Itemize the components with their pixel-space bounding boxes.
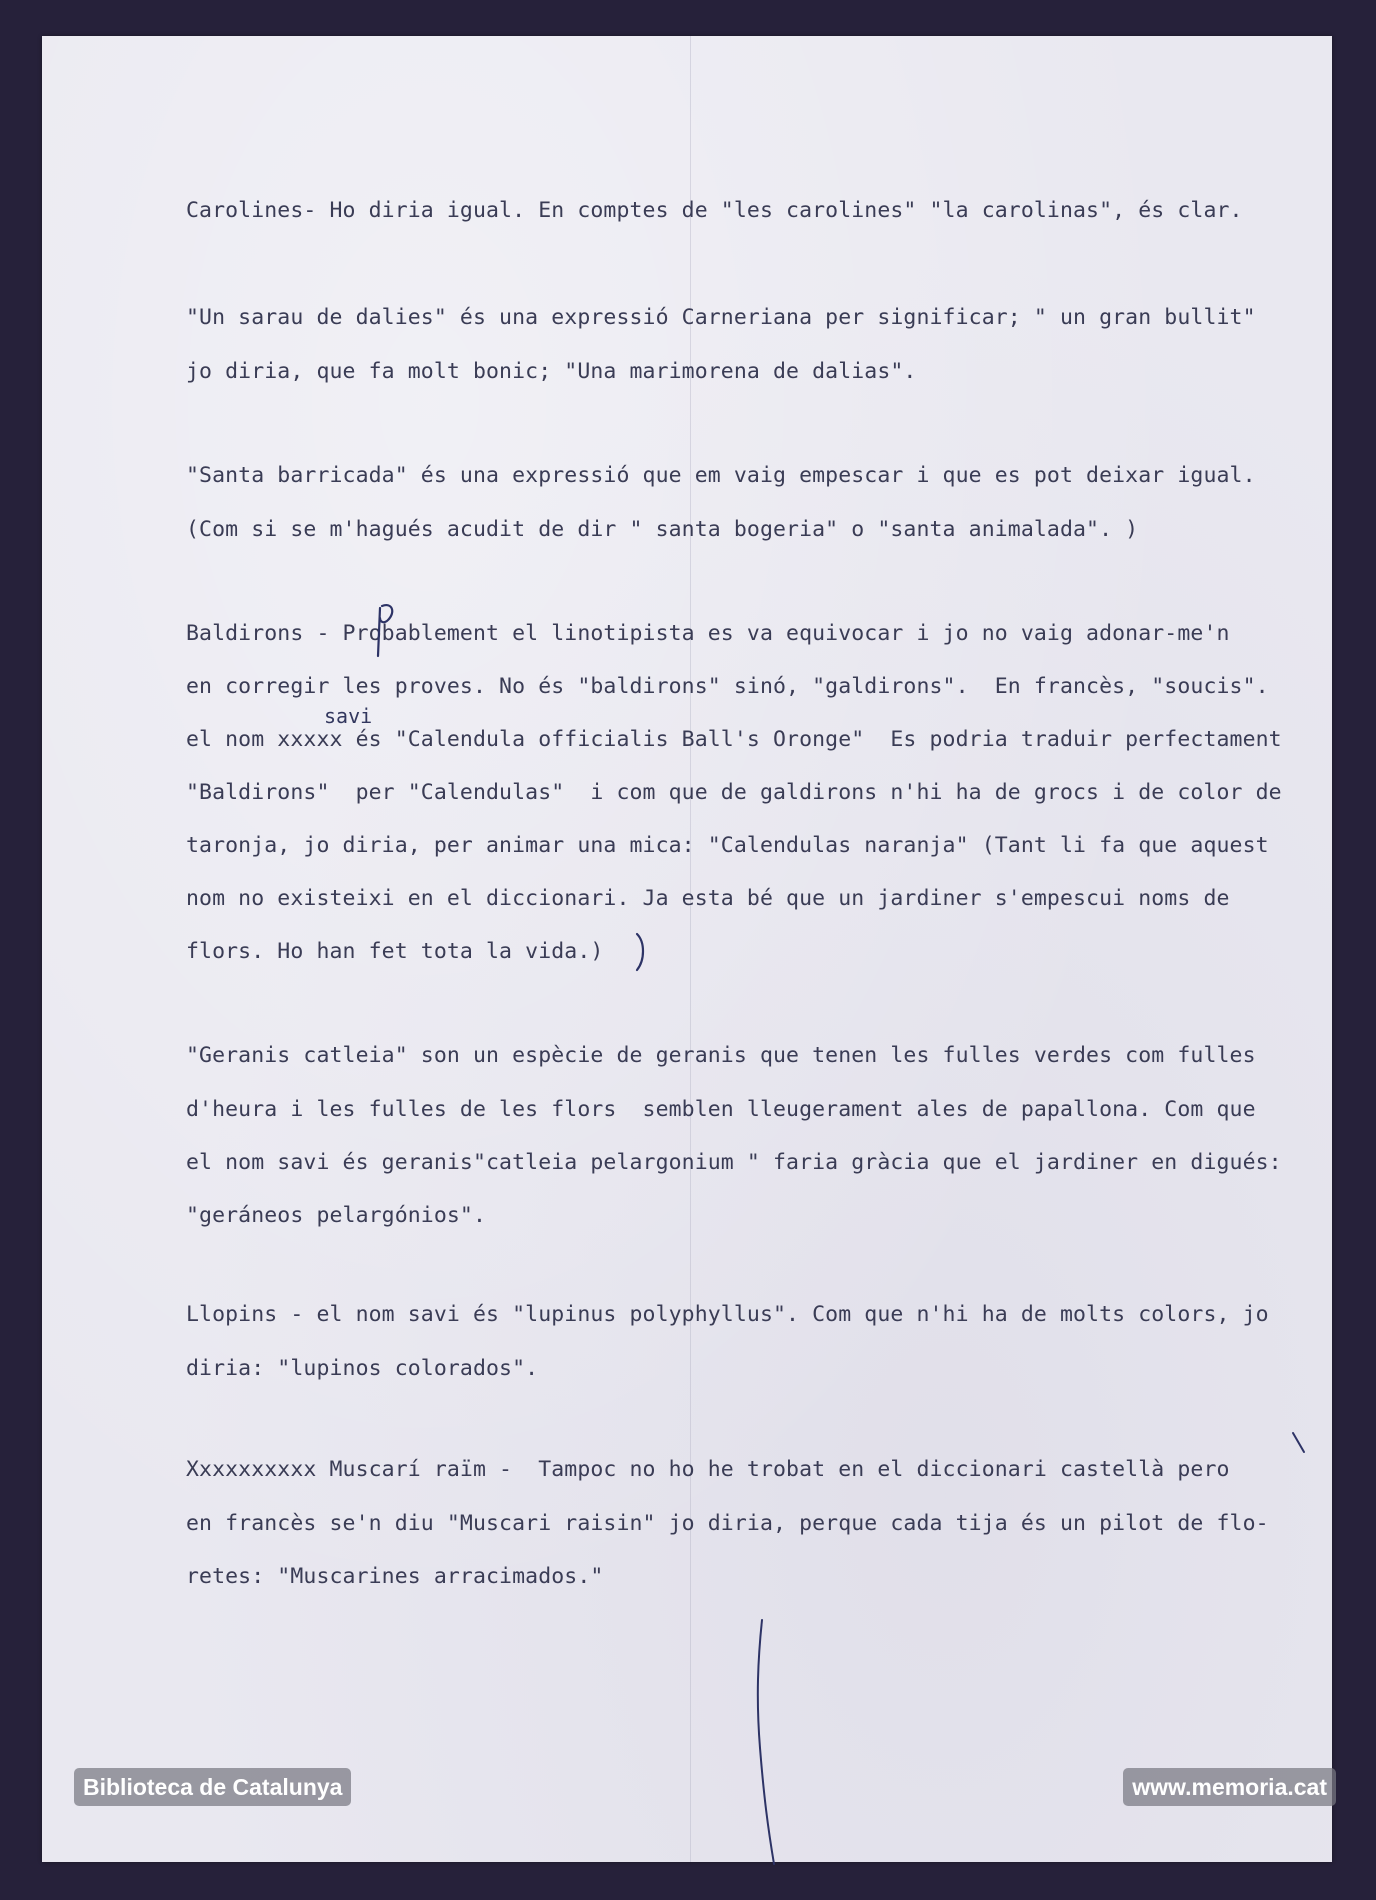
text-line: jo diria, que fa molt bonic; "Una marimorena de dalias". [186,359,917,384]
handwritten-accent-mark [1290,1430,1310,1456]
text-line: el nom xxxxx és "Calendula officialis Ball's Oronge" Es podria traduir perfectament [186,727,1282,752]
text-line: Llopins - el nom savi és "lupinus polyphyllus". Com que n'hi ha de molts colors, jo [186,1302,1269,1327]
text-line: flors. Ho han fet tota la vida.) [186,939,604,964]
text-line: "Santa barricada" és una expressió que em vaig empescar i que es pot deixar igual. [186,463,1256,488]
text-line: "Geranis catleia" son un espècie de geranis que tenen les fulles verdes com fulles [186,1043,1256,1068]
text-line: en corregir les proves. No és "baldirons" sinó, "galdirons". En francès, "soucis". [186,674,1269,699]
text-line: "Un sarau de dalies" és una expressió Carneriana per significar; " un gran bullit" [186,305,1256,330]
handwritten-p-mark [370,600,400,660]
handwritten-bracket-mark [633,932,653,972]
text-line: en francès se'n diu "Muscari raisin" jo diria, perque cada tija és un pilot de flo- [186,1511,1269,1536]
text-line: diria: "lupinos colorados". [186,1356,539,1381]
text-line: Baldirons - Probablement el linotipista es va equivocar i jo no vaig adonar-me'n [186,621,1230,646]
library-watermark: Biblioteca de Catalunya [74,1768,351,1806]
interlinear-correction: savi [324,704,373,728]
text-line: retes: "Muscarines arracimados." [186,1564,604,1589]
text-line: taronja, jo diria, per animar una mica: "Calendulas naranja" (Tant li fa que aquest [186,833,1269,858]
text-line: nom no existeixi en el diccionari. Ja esta bé que un jardiner s'empescui noms de [186,886,1230,911]
text-line: "geráneos pelargónios". [186,1203,487,1228]
text-line: Carolines- Ho diria igual. En comptes de "les carolines" "la carolinas", és clar. [186,198,1243,223]
text-line: d'heura i les fulles de les flors semblen lleugerament ales de papallona. Com que [186,1097,1256,1122]
text-line: "Baldirons" per "Calendulas" i com que de galdirons n'hi ha de grocs i de color de [186,780,1282,805]
text-line: Xxxxxxxxxx Muscarí raïm - Tampoc no ho he trobat en el diccionari castellà pero [186,1457,1230,1482]
handwritten-vertical-stroke [752,1618,782,1868]
site-watermark: www.memoria.cat [1123,1768,1336,1806]
text-line: (Com si se m'hagués acudit de dir " santa bogeria" o "santa animalada". ) [186,517,1139,542]
text-line: el nom savi és geranis"catleia pelargonium " faria gràcia que el jardiner en digués: [186,1150,1282,1175]
